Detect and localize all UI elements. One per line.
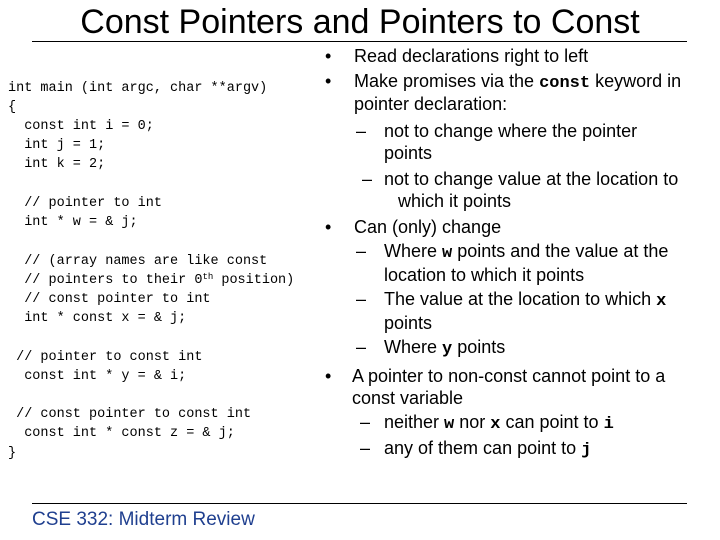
code-line: const int * const z = & j;	[8, 426, 235, 441]
sub-bullet-marker: –	[356, 289, 367, 309]
code-comment: // const pointer to int	[8, 292, 211, 307]
code-line: int k = 2;	[8, 157, 106, 172]
code-line: const int * y = & i;	[8, 369, 187, 384]
sub-bullet-marker: –	[362, 169, 373, 189]
sub-bullet-marker: –	[356, 337, 367, 357]
code-line: int j = 1;	[8, 138, 106, 153]
bullet-marker: •	[325, 217, 332, 237]
sub-bullet-item: neither w nor x can point to i	[384, 412, 614, 434]
sub-bullet-item: any of them can point to j	[384, 438, 592, 460]
bullet-item-continuation: pointer declaration:	[354, 94, 508, 114]
slide-title: Const Pointers and Pointers to Const	[80, 3, 640, 41]
bullet-item: Make promises via the const keyword in	[354, 71, 682, 93]
sub-bullet-marker: –	[356, 121, 367, 141]
code-line: const int i = 0;	[8, 119, 154, 134]
code-comment: // pointer to const int	[8, 350, 203, 365]
sub-bullet-continuation: which it points	[398, 191, 512, 211]
sub-bullet-continuation: points	[384, 313, 433, 333]
sub-bullet-item: not to change value at the location to	[384, 169, 679, 189]
title-divider	[32, 41, 687, 42]
code-line: int * w = & j;	[8, 215, 138, 230]
bullet-item: A pointer to non-const cannot point to a	[352, 366, 666, 386]
sub-bullet-continuation: points	[384, 143, 433, 163]
code-main-signature: int main (int argc, char **argv)	[8, 81, 268, 96]
code-comment: // const pointer to const int	[8, 407, 252, 422]
sub-bullet-item: Where y points	[384, 337, 506, 359]
bullet-item-continuation: const variable	[352, 388, 464, 408]
sub-bullet-marker: –	[360, 412, 371, 432]
footer-divider	[32, 503, 687, 504]
sub-bullet-marker: –	[356, 241, 367, 261]
sub-bullet-item: not to change where the pointer	[384, 121, 638, 141]
bullet-item: Can (only) change	[354, 217, 502, 237]
bullet-marker: •	[325, 366, 332, 386]
bullet-item: Read declarations right to left	[354, 46, 589, 66]
sub-bullet-item: The value at the location to which x	[384, 289, 667, 311]
code-comment: // (array names are like const	[8, 254, 268, 269]
code-comment: // pointers to their 0th position)	[8, 272, 295, 288]
code-comment: // pointer to int	[8, 196, 162, 211]
code-line: int * const x = & j;	[8, 311, 187, 326]
sub-bullet-marker: –	[360, 438, 371, 458]
sub-bullet-continuation: location to which it points	[384, 265, 585, 285]
footer-course-label: CSE 332: Midterm Review	[32, 509, 255, 530]
sub-bullet-item: Where w points and the value at the	[384, 241, 669, 263]
bullet-marker: •	[325, 46, 332, 66]
code-open-brace: {	[8, 100, 17, 115]
code-close-brace: }	[8, 446, 17, 461]
bullet-marker: •	[325, 71, 332, 91]
